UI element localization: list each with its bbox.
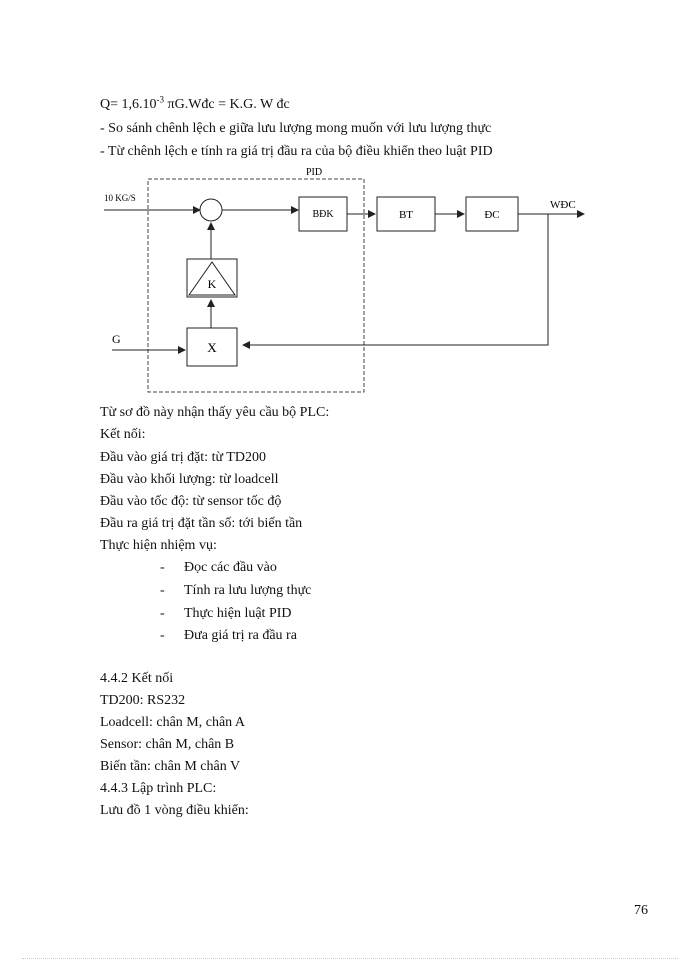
g-label: G [112, 332, 121, 346]
input-speed: Đầu vào tốc độ: từ sensor tốc độ [100, 494, 282, 509]
task-compute-flow: Tính ra lưu lượng thực [184, 583, 312, 598]
formula-exponent: -3 [156, 94, 165, 105]
tasks-heading: Thực hiện nhiệm vụ: [100, 538, 217, 553]
loadcell-line: Loadcell: chân M, chân A [100, 715, 246, 730]
feedback-path [243, 214, 548, 345]
task-pid: Thực hiện luật PID [184, 606, 292, 621]
inverter-line: Biến tần: chân M chân V [100, 759, 241, 774]
bdk-label: BĐK [312, 209, 334, 220]
section-heading-443: 4.4.3 Lập trình PLC: [100, 781, 217, 796]
bullet-mark: - [160, 583, 165, 598]
list-item [160, 582, 311, 600]
input-setpoint: Đầu vào giá trị đặt: từ TD200 [100, 450, 266, 465]
page-bottom-divider [22, 958, 678, 959]
list-item [160, 559, 277, 577]
pid-block-diagram [0, 0, 700, 400]
compare-line: - So sánh chênh lệch e giữa lưu lượng mong muốn với lưu lượng thực [100, 121, 492, 136]
page-number: 76 [634, 903, 648, 918]
task-output: Đưa giá trị ra đầu ra [184, 628, 297, 643]
output-label: WĐC [550, 199, 576, 211]
bullet-mark: - [160, 560, 165, 575]
gain-label: K [207, 277, 217, 291]
input-mass: Đầu vào khối lượng: từ loadcell [100, 472, 279, 487]
sensor-line: Sensor: chân M, chân B [100, 737, 235, 752]
bullet-mark: - [160, 606, 165, 621]
pid-label: PID [306, 167, 323, 178]
bullet-mark: - [160, 628, 165, 643]
list-item [160, 605, 292, 623]
list-item [160, 627, 297, 645]
input-label: 10 KG/S [104, 193, 136, 203]
multiplier-label: X [207, 340, 217, 355]
task-read-inputs: Đọc các đầu vào [184, 560, 277, 575]
output-line: - Từ chênh lệch e tính ra giá trị đầu ra của bộ điều khiển theo luật PID [100, 144, 493, 159]
formula-left: Q= 1,6.10 [100, 97, 157, 112]
output-frequency: Đầu ra giá trị đặt tần số: tới biến tần [100, 516, 303, 531]
intro-text: Từ sơ đồ này nhận thấy yêu cầu bộ PLC: [100, 405, 330, 420]
dc-label: ĐC [484, 209, 500, 221]
flowchart-caption: Lưu đồ 1 vòng điều khiển: [100, 803, 249, 818]
connect-heading: Kết nối: [100, 427, 146, 442]
section-heading-442: 4.4.2 Kết nối [100, 671, 174, 686]
summing-junction [200, 199, 222, 221]
td200-line: TD200: RS232 [100, 693, 186, 708]
bt-label: BT [398, 209, 414, 221]
formula-right: πG.Wđc = K.G. W đc [164, 97, 290, 112]
